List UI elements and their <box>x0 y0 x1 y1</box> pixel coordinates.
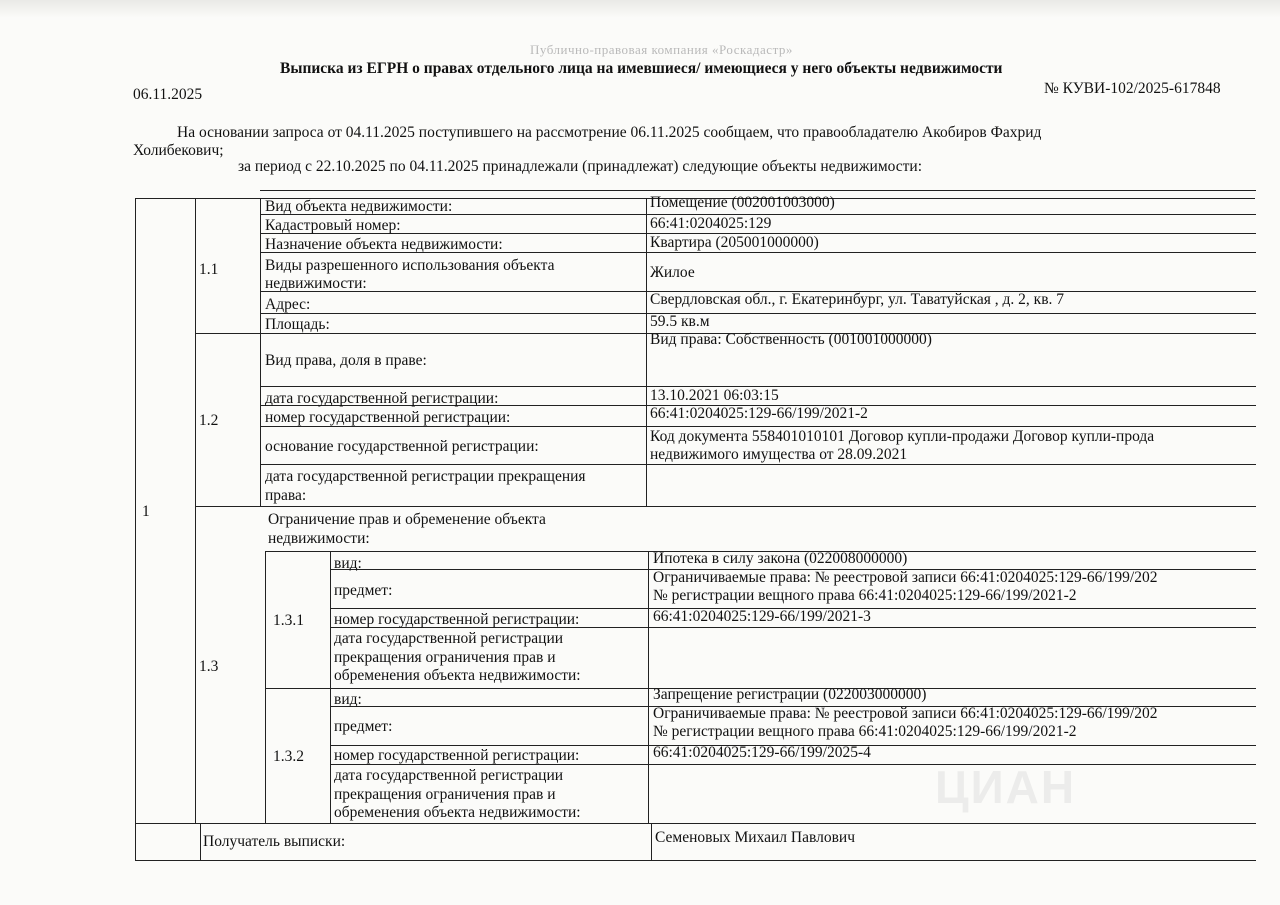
encumbrance-2-subject-value-2: № регистрации вещного права 66:41:0204025:129-66/199/2021-2 <box>653 723 1077 740</box>
encumbrance-2-subject-label: предмет: <box>334 718 393 735</box>
encumbrance-2-subject-value-1: Ограничиваемые права: № реестровой записи 66:41:0204025:129-66/199/202 <box>653 705 1158 722</box>
registration-basis-label: основание государственной регистрации: <box>265 438 539 455</box>
recipient-label: Получатель выписки: <box>203 833 346 850</box>
permitted-use-label-2: недвижимости: <box>265 275 367 292</box>
encumbrance-1-regno-value: 66:41:0204025:129-66/199/2021-3 <box>653 608 871 625</box>
right-type-value: Вид права: Собственность (001001000000) <box>650 331 932 348</box>
registration-number-value: 66:41:0204025:129-66/199/2021-2 <box>650 405 868 422</box>
registration-basis-value-1: Код документа 558401010101 Договор купли-продажи Договор купли-прода <box>650 428 1155 445</box>
encumbrance-1-end-label-1: дата государственной регистрации <box>334 630 564 647</box>
termination-date-label-1: дата государственной регистрации прекращения <box>265 468 586 485</box>
document-number: № КУВИ-102/2025-617848 <box>1044 80 1221 97</box>
intro-line-1: На основании запроса от 04.11.2025 поступившего на рассмотрение 06.11.2025 сообщаем, что правообладателю Акобиров Фахрид <box>177 124 1042 141</box>
section-number-1-3-2: 1.3.2 <box>273 748 304 765</box>
purpose-value: Квартира (205001000000) <box>650 234 819 251</box>
encumbrance-heading-1: Ограничение прав и обременение объекта <box>268 511 546 528</box>
encumbrance-1-subject-label: предмет: <box>334 582 393 599</box>
section-number-1-3: 1.3 <box>199 658 219 675</box>
encumbrance-2-kind-value: Запрещение регистрации (022003000000) <box>653 686 927 703</box>
permitted-use-label-1: Виды разрешенного использования объекта <box>265 257 555 274</box>
right-type-label: Вид права, доля в праве: <box>265 352 427 369</box>
faint-header-text: Публично-правовая компания «Роскадастр» <box>530 42 793 57</box>
encumbrance-heading-2: недвижимости: <box>268 530 370 547</box>
permitted-use-value: Жилое <box>650 264 695 281</box>
row-number-1: 1 <box>142 503 150 520</box>
recipient-value: Семеновых Михаил Павлович <box>655 829 855 846</box>
encumbrance-1-regno-label: номер государственной регистрации: <box>334 611 580 628</box>
registration-number-label: номер государственной регистрации: <box>265 409 511 426</box>
registration-date-value: 13.10.2021 06:03:15 <box>650 387 779 404</box>
document-title: Выписка из ЕГРН о правах отдельного лица на имевшиеся/ имеющиеся у него объекты недвижимости <box>280 60 1003 77</box>
encumbrance-1-subject-value-1: Ограничиваемые права: № реестровой записи 66:41:0204025:129-66/199/202 <box>653 569 1158 586</box>
encumbrance-1-kind-value: Ипотека в силу закона (022008000000) <box>653 550 908 567</box>
encumbrance-2-end-label-3: обременения объекта недвижимости: <box>334 804 581 821</box>
encumbrance-2-end-label-1: дата государственной регистрации <box>334 767 564 784</box>
termination-date-label-2: права: <box>265 487 307 504</box>
section-number-1-1: 1.1 <box>199 261 219 278</box>
object-type-label: Вид объекта недвижимости: <box>265 198 453 215</box>
purpose-label: Назначение объекта недвижимости: <box>265 236 503 253</box>
section-number-1-3-1: 1.3.1 <box>273 612 304 629</box>
encumbrance-2-regno-value: 66:41:0204025:129-66/199/2025-4 <box>653 744 871 761</box>
area-value: 59.5 кв.м <box>650 313 710 330</box>
scan-top-edge <box>0 0 1280 18</box>
intro-line-2: Холибекович; <box>133 142 224 159</box>
cadastral-number-label: Кадастровый номер: <box>265 217 401 234</box>
encumbrance-1-kind-label: вид: <box>334 555 362 572</box>
encumbrance-2-end-label-2: прекращения ограничения прав и <box>334 786 556 803</box>
cian-watermark: ЦИАН <box>935 761 1077 813</box>
encumbrance-1-subject-value-2: № регистрации вещного права 66:41:0204025:129-66/199/2021-2 <box>653 587 1077 604</box>
encumbrance-1-end-label-2: прекращения ограничения прав и <box>334 649 556 666</box>
registration-date-label: дата государственной регистрации: <box>265 390 499 407</box>
document-date: 06.11.2025 <box>133 86 203 103</box>
cadastral-number-value: 66:41:0204025:129 <box>650 215 772 232</box>
address-value: Свердловская обл., г. Екатеринбург, ул. Таватуйская , д. 2, кв. 7 <box>650 291 1065 308</box>
encumbrance-2-regno-label: номер государственной регистрации: <box>334 747 580 764</box>
encumbrance-1-end-label-3: обременения объекта недвижимости: <box>334 667 581 684</box>
intro-line-3: за период с 22.10.2025 по 04.11.2025 принадлежали (принадлежат) следующие объекты недвижимости: <box>238 158 923 175</box>
object-type-value: Помещение (002001003000) <box>650 194 835 211</box>
encumbrance-2-kind-label: вид: <box>334 691 362 708</box>
registration-basis-value-2: недвижимого имущества от 28.09.2021 <box>650 446 908 463</box>
area-label: Площадь: <box>265 316 330 333</box>
address-label: Адрес: <box>265 296 311 313</box>
section-number-1-2: 1.2 <box>199 412 219 429</box>
